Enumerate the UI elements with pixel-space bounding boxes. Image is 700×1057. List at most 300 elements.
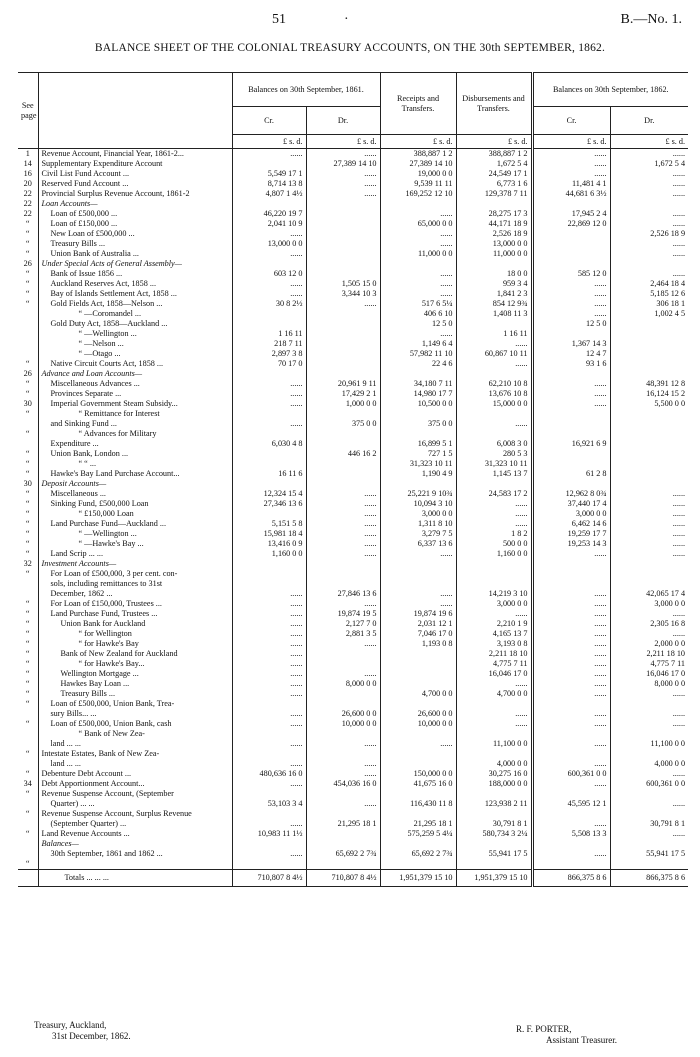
account-name: “ —Coromandel ... — [38, 309, 232, 319]
dr-1862 — [610, 809, 688, 819]
dr-1861: 65,692 2 7¾ — [306, 849, 380, 859]
balance-sheet-table — [18, 72, 688, 887]
account-header — [38, 73, 232, 149]
cr-1862: 6,462 14 6 — [532, 519, 610, 529]
dr-1862: 306 18 1 — [610, 299, 688, 309]
see-page: “ — [25, 219, 30, 228]
see-page: “ — [25, 379, 30, 388]
disbursements: 188,000 0 0 — [456, 779, 532, 789]
totals-cr-1862: 866,375 8 6 — [532, 870, 610, 887]
disbursements — [456, 839, 532, 849]
disbursements — [456, 859, 532, 870]
dr-1861 — [306, 789, 380, 799]
dr-1861 — [306, 349, 380, 359]
dr-1861: ...... — [306, 669, 380, 679]
dr-1862: ...... — [610, 209, 688, 219]
table-row — [18, 439, 688, 449]
dr-1862: 1,002 4 5 — [610, 309, 688, 319]
see-page: “ — [25, 289, 30, 298]
account-name: “ “ ... — [38, 459, 232, 469]
cr-1862: ...... — [532, 629, 610, 639]
dr-1862: 30,791 8 1 — [610, 819, 688, 829]
account-name: Union Bank for Auckland — [38, 619, 232, 629]
cr-1861: ...... — [232, 759, 306, 769]
totals-disbursements: 1,951,379 15 10 — [456, 870, 532, 887]
cr-1862: 600,361 0 0 — [532, 769, 610, 779]
dr-1862: ...... — [610, 719, 688, 729]
dr-1862 — [610, 449, 688, 459]
unit-label: £ s. d. — [306, 135, 380, 149]
dr-1862: ...... — [610, 549, 688, 559]
disbursements: 30,275 16 0 — [456, 769, 532, 779]
cr-1862: ...... — [532, 849, 610, 859]
disbursements: 55,941 17 5 — [456, 849, 532, 859]
footer-date: 31st December, 1862. — [52, 1031, 131, 1041]
disbursements: 4,165 13 7 — [456, 629, 532, 639]
table-body — [18, 149, 688, 870]
see-page: “ — [25, 809, 30, 818]
cr-1862: 12 5 0 — [532, 319, 610, 329]
cr-1862: 1,367 14 3 — [532, 339, 610, 349]
dr-1861: 17,429 2 1 — [306, 389, 380, 399]
account-name: “ Bank of New Zea- — [38, 729, 232, 739]
account-name: Quarter) ... ... — [38, 799, 232, 809]
cr-1862: ...... — [532, 279, 610, 289]
cr-1862 — [532, 729, 610, 739]
disbursements: 2,526 18 9 — [456, 229, 532, 239]
account-name: Sinking Fund, £500,000 Loan — [38, 499, 232, 509]
cr-1861: ...... — [232, 619, 306, 629]
table-row — [18, 569, 688, 579]
receipts: 169,252 12 10 — [380, 189, 456, 199]
receipts: ...... — [380, 239, 456, 249]
cr-1861: 480,636 16 0 — [232, 769, 306, 779]
account-name: Hawke's Bay Land Purchase Account... — [38, 469, 232, 479]
dr-1861 — [306, 319, 380, 329]
disbursements: 13,000 0 0 — [456, 239, 532, 249]
table-row — [18, 549, 688, 559]
dr-1861 — [306, 459, 380, 469]
cr-1862: ...... — [532, 399, 610, 409]
receipts: ...... — [380, 599, 456, 609]
cr-1862: ...... — [532, 679, 610, 689]
see-page: 1 — [25, 149, 30, 158]
account-name: Miscellaneous Advances ... — [38, 379, 232, 389]
account-name: “ Remittance for Interest — [38, 409, 232, 419]
dr-1861: ...... — [306, 189, 380, 199]
receipts: 19,874 19 6 — [380, 609, 456, 619]
cr-1861: 5,151 5 8 — [232, 519, 306, 529]
dr-1862 — [610, 319, 688, 329]
table-row — [18, 809, 688, 819]
cr-1862 — [532, 789, 610, 799]
account-name: land ... ... — [38, 759, 232, 769]
see-page — [18, 839, 38, 849]
cr-1862: ...... — [532, 149, 610, 160]
receipts: 19,000 0 0 — [380, 169, 456, 179]
table-row — [18, 839, 688, 849]
cr-1861: 5,549 17 1 — [232, 169, 306, 179]
account-name: “ for Wellington — [38, 629, 232, 639]
table-row — [18, 859, 688, 870]
table-row — [18, 649, 688, 659]
dr-1862: ...... — [610, 149, 688, 160]
cr-1862 — [532, 459, 610, 469]
dr-1862: 5,500 0 0 — [610, 399, 688, 409]
dr-1861 — [306, 369, 380, 379]
table-row — [18, 679, 688, 689]
table-row — [18, 609, 688, 619]
cr-1861: 2,897 3 8 — [232, 349, 306, 359]
see-page-header: See page — [18, 73, 38, 149]
disbursements: 4,775 7 11 — [456, 659, 532, 669]
see-page: “ — [25, 299, 30, 308]
receipts — [380, 659, 456, 669]
dr-1861: ...... — [306, 539, 380, 549]
dr-1861 — [306, 239, 380, 249]
receipts: ...... — [380, 279, 456, 289]
footer-place-date — [34, 1020, 131, 1042]
cr-1862: 37,440 17 4 — [532, 499, 610, 509]
cr-1862 — [532, 579, 610, 589]
dr-1862 — [610, 469, 688, 479]
disbursements: 1,672 5 4 — [456, 159, 532, 169]
receipts — [380, 759, 456, 769]
dr-1862: ...... — [610, 539, 688, 549]
receipts: 25,221 9 10¾ — [380, 489, 456, 499]
account-name: Balances— — [38, 839, 232, 849]
receipts: 57,982 11 10 — [380, 349, 456, 359]
see-page — [18, 339, 38, 349]
table-row — [18, 579, 688, 589]
dr-1861: ...... — [306, 599, 380, 609]
see-page: “ — [25, 619, 30, 628]
dr-1861: ...... — [306, 739, 380, 749]
see-page: “ — [25, 239, 30, 248]
disbursements: 1,160 0 0 — [456, 549, 532, 559]
table-row — [18, 279, 688, 289]
disbursements — [456, 699, 532, 709]
dr-1862 — [610, 479, 688, 489]
dr-1861 — [306, 269, 380, 279]
account-name: Land Scrip ... ... — [38, 549, 232, 559]
receipts: 1,193 0 8 — [380, 639, 456, 649]
see-page: “ — [25, 519, 30, 528]
cr-1862: ...... — [532, 759, 610, 769]
table-row — [18, 379, 688, 389]
table-row — [18, 799, 688, 809]
table-row — [18, 629, 688, 639]
cr-1861: 15,981 18 4 — [232, 529, 306, 539]
receipts: 1,311 8 10 — [380, 519, 456, 529]
dr-1861: 446 16 2 — [306, 449, 380, 459]
see-page — [18, 739, 38, 749]
disbursements — [456, 579, 532, 589]
footer-place: Treasury, Auckland, — [34, 1020, 107, 1030]
totals-page — [18, 870, 38, 887]
account-name: Land Purchase Fund—Auckland ... — [38, 519, 232, 529]
cr-1862: ...... — [532, 639, 610, 649]
cr-1861: ...... — [232, 719, 306, 729]
dr-1862 — [610, 359, 688, 369]
cr-1861: ...... — [232, 149, 306, 160]
receipts: 11,000 0 0 — [380, 249, 456, 259]
see-page: “ — [25, 489, 30, 498]
disbursements: 13,676 10 8 — [456, 389, 532, 399]
table-row — [18, 309, 688, 319]
cr-1862: 3,000 0 0 — [532, 509, 610, 519]
dr-1861 — [306, 749, 380, 759]
receipts: 10,000 0 0 — [380, 719, 456, 729]
receipts: 27,389 14 10 — [380, 159, 456, 169]
cr-1861: 46,220 19 7 — [232, 209, 306, 219]
dr-1861: ...... — [306, 179, 380, 189]
dr-1861: 19,874 19 5 — [306, 609, 380, 619]
account-name: sury Bills... ... — [38, 709, 232, 719]
dr-1861 — [306, 689, 380, 699]
receipts — [380, 479, 456, 489]
cr-1861: ...... — [232, 689, 306, 699]
table-row — [18, 519, 688, 529]
disbursements: 60,867 10 11 — [456, 349, 532, 359]
page-header — [0, 12, 700, 32]
cr-1861 — [232, 409, 306, 419]
disbursements: 2,210 1 9 — [456, 619, 532, 629]
totals-dr-1861: 710,807 8 4½ — [306, 870, 380, 887]
table-row — [18, 199, 688, 209]
dr-1862: ...... — [610, 689, 688, 699]
receipts — [380, 559, 456, 569]
see-page — [18, 419, 38, 429]
cr-1862 — [532, 249, 610, 259]
dr-1862: ...... — [610, 769, 688, 779]
dr-1861 — [306, 729, 380, 739]
see-page: “ — [25, 229, 30, 238]
unit-label: £ s. d. — [456, 135, 532, 149]
dr-1862: 42,065 17 4 — [610, 589, 688, 599]
dr-1862 — [610, 559, 688, 569]
dr-1861 — [306, 699, 380, 709]
account-name: “ £150,000 Loan — [38, 509, 232, 519]
dr-1862 — [610, 339, 688, 349]
account-name: Loan of £500,000 ... — [38, 209, 232, 219]
receipts — [380, 259, 456, 269]
account-name: Investment Accounts— — [38, 559, 232, 569]
dr-1862 — [610, 419, 688, 429]
signatory-name: R. F. PORTER, — [516, 1024, 572, 1034]
table-row — [18, 689, 688, 699]
cr-1861: 12,324 15 4 — [232, 489, 306, 499]
cr-1861: ...... — [232, 289, 306, 299]
header-dot: · — [344, 12, 349, 27]
see-page: “ — [25, 509, 30, 518]
disbursements — [456, 729, 532, 739]
dr-1862 — [610, 199, 688, 209]
cr-1861: 13,000 0 0 — [232, 239, 306, 249]
table-row — [18, 539, 688, 549]
cr-1861: ...... — [232, 629, 306, 639]
see-page — [18, 319, 38, 329]
see-page: “ — [25, 569, 30, 578]
dr-1861 — [306, 309, 380, 319]
see-page: “ — [25, 409, 30, 418]
cr-1862: 22,869 12 0 — [532, 219, 610, 229]
dr-1861: 454,036 16 0 — [306, 779, 380, 789]
see-page: “ — [25, 769, 30, 778]
account-name: Bank of Issue 1856 ... — [38, 269, 232, 279]
see-page — [18, 729, 38, 739]
see-page: “ — [25, 499, 30, 508]
disbursements: 123,938 2 11 — [456, 799, 532, 809]
account-name: Under Special Acts of General Assembly— — [38, 259, 232, 269]
cr-1862: ...... — [532, 169, 610, 179]
dr-1862-header: Dr. — [610, 107, 688, 135]
see-page — [18, 329, 38, 339]
dr-1861: ...... — [306, 149, 380, 160]
cr-1862: ...... — [532, 609, 610, 619]
cr-1861: ...... — [232, 849, 306, 859]
dr-1861: 3,344 10 3 — [306, 289, 380, 299]
account-name: Hawkes Bay Loan ... — [38, 679, 232, 689]
receipts: 7,046 17 0 — [380, 629, 456, 639]
table-row — [18, 389, 688, 399]
see-page: 22 — [23, 199, 32, 208]
cr-1861: 16 11 6 — [232, 469, 306, 479]
cr-1861: ...... — [232, 399, 306, 409]
account-name: “ —Wellington ... — [38, 529, 232, 539]
disbursements — [456, 559, 532, 569]
cr-1861: 218 7 11 — [232, 339, 306, 349]
table-row — [18, 399, 688, 409]
receipts: ...... — [380, 209, 456, 219]
table-row — [18, 849, 688, 859]
receipts: 727 1 5 — [380, 449, 456, 459]
account-name: Wellington Mortgage ... — [38, 669, 232, 679]
table-row — [18, 319, 688, 329]
disbursements: 1 16 11 — [456, 329, 532, 339]
see-page — [18, 709, 38, 719]
dr-1861 — [306, 829, 380, 839]
dr-1861: 2,127 7 0 — [306, 619, 380, 629]
account-name: “ —Otago ... — [38, 349, 232, 359]
dr-1861 — [306, 259, 380, 269]
document-reference: B.—No. 1. — [620, 12, 682, 27]
dr-1861: ...... — [306, 529, 380, 539]
see-page — [18, 819, 38, 829]
account-name: Auckland Reserves Act, 1858 ... — [38, 279, 232, 289]
cr-1862: ...... — [532, 719, 610, 729]
dr-1862: 55,941 17 5 — [610, 849, 688, 859]
table-row — [18, 349, 688, 359]
dr-1862 — [610, 729, 688, 739]
balances-1862-header: Balances on 30th September, 1862. — [532, 73, 688, 107]
dr-1862: 2,464 18 4 — [610, 279, 688, 289]
see-page: “ — [25, 719, 30, 728]
table-row — [18, 329, 688, 339]
account-name: (September Quarter) ... — [38, 819, 232, 829]
cr-1862: ...... — [532, 669, 610, 679]
disbursements — [456, 429, 532, 439]
table-row — [18, 489, 688, 499]
receipts: 65,000 0 0 — [380, 219, 456, 229]
cr-1862: ...... — [532, 549, 610, 559]
cr-1861: ...... — [232, 659, 306, 669]
receipts: 575,259 5 4¼ — [380, 829, 456, 839]
dr-1861: 27,389 14 10 — [306, 159, 380, 169]
dr-1861: 1,000 0 0 — [306, 399, 380, 409]
document-title: BALANCE SHEET OF THE COLONIAL TREASURY ACCOUNTS, ON THE 30th SEPTEMBER, 1862. — [94, 42, 606, 54]
dr-1862: 8,000 0 0 — [610, 679, 688, 689]
table-row — [18, 359, 688, 369]
cr-1862: 17,945 2 4 — [532, 209, 610, 219]
disbursements: ...... — [456, 519, 532, 529]
disbursements: 1 8 2 — [456, 529, 532, 539]
dr-1862: 2,000 0 0 — [610, 639, 688, 649]
dr-1861: ...... — [306, 799, 380, 809]
table-row — [18, 409, 688, 419]
dr-1862: 600,361 0 0 — [610, 779, 688, 789]
dr-1862 — [610, 839, 688, 849]
see-page: “ — [25, 699, 30, 708]
receipts: 406 6 10 — [380, 309, 456, 319]
cr-1861 — [232, 579, 306, 589]
dr-1862 — [610, 329, 688, 339]
table-row — [18, 229, 688, 239]
receipts — [380, 859, 456, 870]
cr-1861 — [232, 569, 306, 579]
account-name: Loan of £500,000, Union Bank, cash — [38, 719, 232, 729]
dr-1862: ...... — [610, 519, 688, 529]
table-row — [18, 239, 688, 249]
see-page — [18, 849, 38, 859]
account-name: Intestate Estates, Bank of New Zea- — [38, 749, 232, 759]
cr-1861: 13,416 0 9 — [232, 539, 306, 549]
cr-1861 — [232, 449, 306, 459]
cr-1862: ...... — [532, 589, 610, 599]
account-name: Gold Fields Act, 1858—Nelson ... — [38, 299, 232, 309]
dr-1861 — [306, 329, 380, 339]
account-name: Expenditure ... — [38, 439, 232, 449]
receipts — [380, 749, 456, 759]
cr-1861 — [232, 259, 306, 269]
cr-1862: ...... — [532, 649, 610, 659]
account-name: Miscellaneous ... — [38, 489, 232, 499]
table-row — [18, 509, 688, 519]
see-page: “ — [25, 629, 30, 638]
receipts — [380, 809, 456, 819]
table-row — [18, 159, 688, 169]
dr-1861 — [306, 559, 380, 569]
dr-1861: 1,505 15 0 — [306, 279, 380, 289]
account-name: 30th September, 1861 and 1862 ... — [38, 849, 232, 859]
cr-1861: 603 12 0 — [232, 269, 306, 279]
cr-1862-header: Cr. — [532, 107, 610, 135]
account-name: Treasury Bills ... — [38, 239, 232, 249]
cr-1862: ...... — [532, 289, 610, 299]
cr-1862: 45,595 12 1 — [532, 799, 610, 809]
cr-1862: 585 12 0 — [532, 269, 610, 279]
receipts: ...... — [380, 549, 456, 559]
see-page: “ — [25, 859, 30, 868]
cr-1861: ...... — [232, 649, 306, 659]
disbursements — [456, 749, 532, 759]
see-page: “ — [25, 249, 30, 258]
table-row — [18, 819, 688, 829]
see-page: “ — [25, 279, 30, 288]
dr-1861 — [306, 429, 380, 439]
see-page: “ — [25, 429, 30, 438]
table-row — [18, 209, 688, 219]
